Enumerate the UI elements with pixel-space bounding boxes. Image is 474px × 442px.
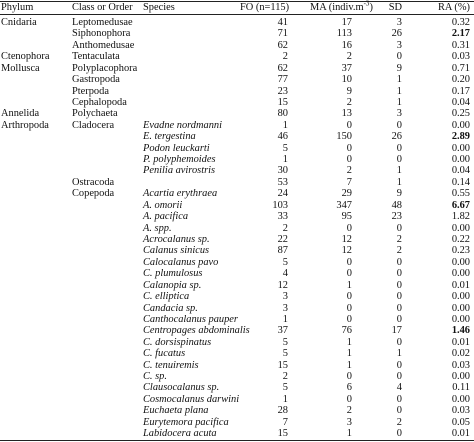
cell-ra: 0.25 (451, 108, 470, 120)
cell-fo: 62 (277, 39, 288, 51)
cell-fo: 103 (272, 199, 288, 211)
cell-ra: 0.00 (451, 268, 470, 280)
cell-ma: 17 (341, 17, 352, 28)
cell-sd: 9 (396, 188, 402, 200)
table-row (0, 427, 474, 440)
cell-fo: 5 (282, 348, 288, 360)
cell-ra: 1.82 (451, 211, 470, 223)
cell-fo: 1 (282, 119, 288, 131)
cell-ma: 95 (341, 211, 352, 223)
cell-ma: 12 (341, 245, 352, 257)
cell-ma: 0 (346, 154, 352, 166)
cell-sd: 1 (396, 85, 402, 97)
cell-fo: 12 (277, 279, 288, 291)
cell-species: E. tergestina (143, 131, 196, 143)
cell-species: Acartia erythraea (143, 188, 218, 200)
cell-sd: 0 (396, 393, 402, 405)
cell-species: Centropages abdominalis (143, 325, 250, 337)
cell-ra: 0.00 (451, 154, 470, 166)
cell-ra: 0.00 (451, 142, 470, 154)
cell-sd: 0 (396, 279, 402, 291)
cell-ma: 10 (341, 74, 352, 86)
cell-species: P. polyphemoides (143, 154, 216, 166)
cell-ra: 0.00 (451, 313, 470, 325)
cell-species: Calanus sinicus (143, 245, 210, 257)
cell-fo: 5 (282, 336, 288, 348)
cell-fo: 5 (282, 142, 288, 154)
cell-ra: 0.01 (451, 279, 470, 291)
cell-ma: 9 (346, 85, 352, 97)
cell-sd: 0 (396, 405, 402, 417)
cell-ra: 2.89 (451, 131, 470, 143)
cell-ra: 0.03 (451, 359, 470, 371)
cell-sd: 0 (396, 302, 402, 314)
header-fo: FO (n=115) (240, 2, 290, 13)
cell-ma: 0 (346, 268, 352, 280)
cell-species: Euchaeta plana (143, 405, 209, 417)
cell-sd: 0 (396, 51, 402, 63)
cell-fo: 62 (277, 62, 288, 74)
cell-species: A. pacifica (143, 211, 189, 223)
cell-species: Canthocalanus pauper (143, 313, 238, 325)
cell-sd: 0 (396, 359, 402, 371)
cell-species: Labidocera acuta (143, 428, 217, 440)
cell-fo: 71 (277, 28, 288, 40)
cell-sd: 1 (396, 176, 402, 188)
cell-species: A. spp. (143, 222, 172, 234)
cell-ra: 0.71 (451, 62, 470, 74)
cell-fo: 1 (282, 393, 288, 405)
cell-ra: 2.17 (451, 28, 470, 40)
cell-ma: 29 (341, 188, 352, 200)
cell-order: Copepoda (72, 188, 115, 200)
cell-ra: 0.00 (451, 302, 470, 314)
cell-ra: 0.55 (451, 188, 470, 200)
cell-sd: 0 (396, 291, 402, 303)
cell-species: Eurytemora pacifica (143, 416, 229, 428)
cell-ma: 7 (346, 176, 352, 188)
cell-fo: 15 (277, 359, 288, 371)
cell-ra: 0.11 (452, 382, 470, 394)
cell-ma: 0 (346, 142, 352, 154)
cell-ra: 0.23 (451, 245, 470, 257)
header-row (0, 1, 474, 14)
cell-ra: 0.20 (451, 74, 470, 86)
cell-ra: 0.17 (451, 85, 470, 97)
cell-order: Polyplacophora (72, 62, 138, 74)
cell-order: Anthomedusae (72, 39, 135, 51)
cell-species: C. fucatus (143, 348, 186, 360)
cell-fo: 4 (282, 268, 288, 280)
cell-ra: 0.00 (451, 291, 470, 303)
header-ma-sup: -3 (363, 0, 370, 8)
cell-fo: 2 (282, 371, 288, 383)
cell-sd: 1 (396, 165, 402, 177)
cell-sd: 0 (396, 313, 402, 325)
cell-fo: 1 (282, 154, 288, 166)
cell-species: C. dorsispinatus (143, 336, 212, 348)
cell-order: Pterpoda (72, 85, 109, 97)
header-rule (0, 14, 474, 15)
cell-sd: 3 (396, 108, 402, 120)
cell-species: Clausocalanus sp. (143, 382, 220, 394)
cell-phylum: Arthropoda (1, 119, 49, 131)
cell-sd: 0 (396, 336, 402, 348)
cell-fo: 46 (277, 131, 288, 143)
cell-sd: 17 (391, 325, 402, 337)
cell-sd: 2 (396, 233, 402, 245)
cell-species: Podon leuckarti (143, 142, 210, 154)
cell-ma: 0 (346, 313, 352, 325)
cell-fo: 22 (277, 233, 288, 245)
header-ma-text: MA (indiv.m (310, 2, 364, 13)
cell-ma: 2 (346, 51, 352, 63)
cell-ma: 1 (346, 336, 352, 348)
cell-sd: 26 (391, 28, 402, 40)
cell-ma: 2 (346, 96, 352, 108)
cell-sd: 2 (396, 245, 402, 257)
cell-ra: 0.00 (451, 371, 470, 383)
cell-ma: 1 (346, 359, 352, 371)
cell-species: Penilia avirostris (143, 165, 216, 177)
cell-order: Gastropoda (72, 74, 120, 86)
cell-species: C. elliptica (143, 291, 190, 303)
cell-ma: 0 (346, 371, 352, 383)
cell-ra: 0.04 (451, 96, 470, 108)
cell-sd: 4 (396, 382, 402, 394)
cell-fo: 2 (282, 51, 288, 63)
cell-ma: 0 (346, 256, 352, 268)
cell-fo: 3 (282, 291, 288, 303)
cell-species: Candacia sp. (143, 302, 198, 314)
cell-phylum: Mollusca (1, 62, 40, 74)
cell-order: Leptomedusae (72, 17, 133, 28)
cell-sd: 48 (391, 199, 402, 211)
header-ra: RA (%) (437, 2, 470, 13)
cell-sd: 1 (396, 74, 402, 86)
cell-sd: 0 (396, 154, 402, 166)
bottom-rule (0, 440, 474, 441)
cell-ma: 113 (336, 28, 352, 40)
cell-species: Evadne nordmanni (143, 119, 222, 131)
cell-sd: 23 (391, 211, 402, 223)
cell-ra: 0.01 (451, 336, 470, 348)
cell-fo: 53 (277, 176, 288, 188)
cell-species: Calanopia sp. (143, 279, 202, 291)
cell-phylum: Annelida (1, 108, 40, 120)
cell-fo: 80 (277, 108, 288, 120)
cell-fo: 23 (277, 85, 288, 97)
header-ma-close: ) (369, 2, 373, 13)
cell-order: Siphonophora (72, 28, 131, 40)
cell-ra: 0.31 (451, 39, 470, 51)
cell-ra: 0.00 (451, 222, 470, 234)
cell-ma: 16 (341, 39, 352, 51)
header-ma (310, 0, 373, 14)
cell-sd: 3 (396, 39, 402, 51)
cell-phylum: Ctenophora (1, 51, 50, 63)
cell-fo: 33 (277, 211, 288, 223)
cell-sd: 0 (396, 222, 402, 234)
cell-ma: 347 (336, 199, 352, 211)
cell-ma: 1 (346, 279, 352, 291)
cell-ma: 1 (346, 428, 352, 440)
cell-order: Cladocera (72, 119, 115, 131)
cell-sd: 0 (396, 256, 402, 268)
cell-fo: 41 (277, 17, 288, 28)
cell-fo: 24 (277, 188, 288, 200)
cell-sd: 0 (396, 119, 402, 131)
cell-ma: 0 (346, 119, 352, 131)
cell-ma: 6 (346, 382, 352, 394)
cell-sd: 1 (396, 96, 402, 108)
cell-species: Calocalanus pavo (143, 256, 219, 268)
cell-order: Polychaeta (72, 108, 118, 120)
cell-ma: 0 (346, 291, 352, 303)
cell-fo: 5 (282, 256, 288, 268)
cell-fo: 77 (277, 74, 288, 86)
cell-fo: 30 (277, 165, 288, 177)
cell-sd: 3 (396, 17, 402, 28)
cell-fo: 37 (277, 325, 288, 337)
cell-phylum: Cnidaria (1, 17, 37, 28)
cell-ra: 0.00 (451, 256, 470, 268)
cell-ra: 6.67 (451, 199, 470, 211)
cell-species: Acrocalanus sp. (143, 233, 210, 245)
header-phylum: Phylum (1, 2, 34, 13)
cell-ra: 0.32 (451, 17, 470, 28)
header-species: Species (143, 2, 175, 13)
cell-fo: 15 (277, 96, 288, 108)
cell-fo: 15 (277, 428, 288, 440)
cell-fo: 87 (277, 245, 288, 257)
cell-ra: 0.14 (451, 176, 470, 188)
cell-ra: 0.05 (451, 416, 470, 428)
cell-order: Cephalopoda (72, 96, 127, 108)
cell-ra: 0.00 (451, 119, 470, 131)
cell-sd: 26 (391, 131, 402, 143)
cell-ma: 37 (341, 62, 352, 74)
cell-ra: 0.02 (451, 348, 470, 360)
cell-sd: 0 (396, 142, 402, 154)
cell-ra: 0.01 (451, 428, 470, 440)
header-sd: SD (388, 2, 402, 13)
cell-species: C. plumulosus (143, 268, 203, 280)
cell-fo: 28 (277, 405, 288, 417)
cell-sd: 0 (396, 268, 402, 280)
cell-fo: 2 (282, 222, 288, 234)
cell-sd: 0 (396, 371, 402, 383)
cell-fo: 1 (282, 313, 288, 325)
cell-ma: 0 (346, 302, 352, 314)
cell-ma: 0 (346, 393, 352, 405)
cell-fo: 7 (282, 416, 288, 428)
cell-species: Cosmocalanus darwini (143, 393, 240, 405)
cell-ra: 0.04 (451, 165, 470, 177)
cell-ra: 0.00 (451, 393, 470, 405)
cell-ma: 1 (346, 348, 352, 360)
cell-sd: 2 (396, 416, 402, 428)
cell-sd: 9 (396, 62, 402, 74)
cell-sd: 1 (396, 348, 402, 360)
cell-ma: 12 (341, 233, 352, 245)
cell-sd: 0 (396, 428, 402, 440)
cell-species: A. omorii (143, 199, 183, 211)
cell-ra: 1.46 (451, 325, 470, 337)
cell-species: C. sp. (143, 371, 167, 383)
cell-ma: 13 (341, 108, 352, 120)
cell-fo: 3 (282, 302, 288, 314)
header-order: Class or Order (72, 2, 133, 13)
cell-ra: 0.03 (451, 405, 470, 417)
cell-species: C. tenuiremis (143, 359, 199, 371)
cell-ra: 0.03 (451, 51, 470, 63)
cell-ma: 2 (346, 165, 352, 177)
cell-ra: 0.22 (451, 233, 470, 245)
cell-ma: 0 (346, 222, 352, 234)
cell-order: Ostracoda (72, 176, 115, 188)
cell-order: Tentaculata (72, 51, 120, 63)
cell-ma: 3 (346, 416, 352, 428)
cell-ma: 150 (336, 131, 352, 143)
cell-fo: 5 (282, 382, 288, 394)
cell-ma: 2 (346, 405, 352, 417)
cell-ma: 76 (341, 325, 352, 337)
